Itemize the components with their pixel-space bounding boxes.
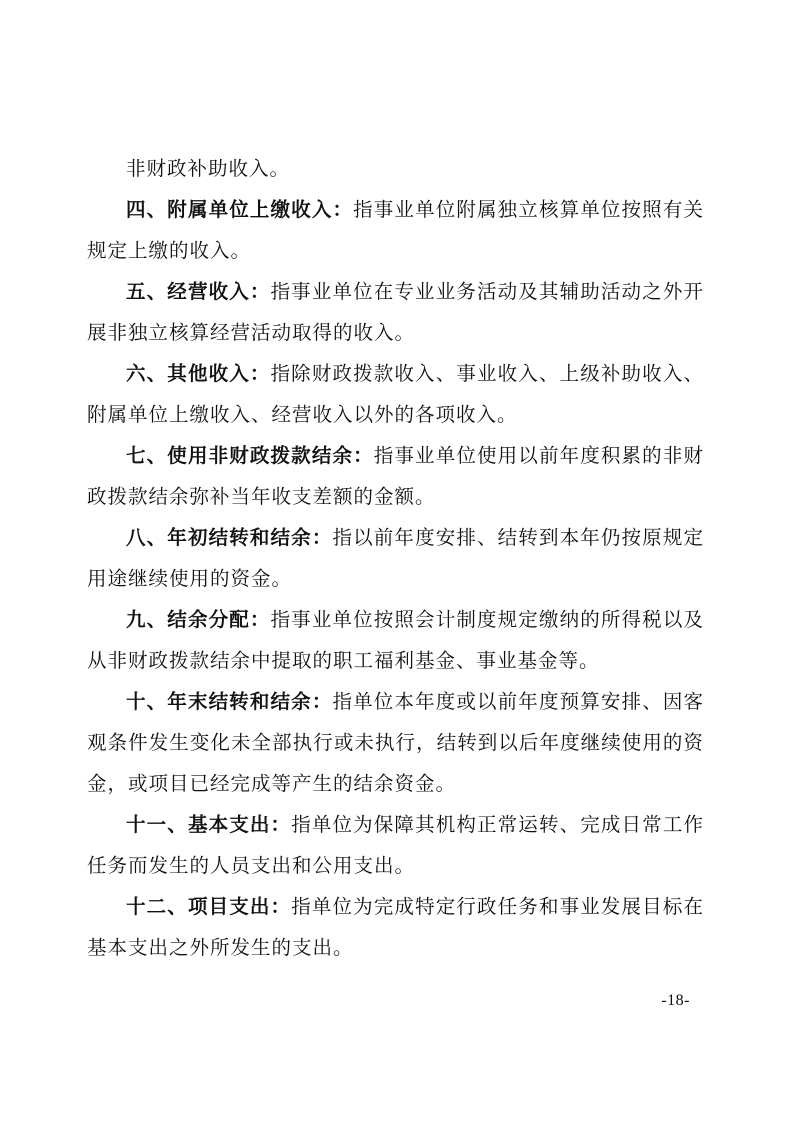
definition-paragraph <box>87 271 704 353</box>
definition-paragraph <box>87 189 704 271</box>
definition-term: 八、年初结转和结余： <box>126 526 333 549</box>
definition-term: 七、使用非财政拨款结余： <box>126 444 374 467</box>
definition-paragraph <box>87 599 704 681</box>
page-number: -18- <box>661 992 690 1009</box>
document-body <box>87 148 704 968</box>
definition-term: 四、附属单位上缴收入： <box>126 198 354 221</box>
definition-text: 指单位为保障其机构正常运转、完成日常工作任务而发生的人员支出和公用支出。 <box>87 813 704 877</box>
definition-paragraph <box>87 681 704 804</box>
definition-term: 六、其他收入： <box>126 362 271 385</box>
definition-paragraph <box>87 517 704 599</box>
definition-text: 指除财政拨款收入、事业收入、上级补助收入、附属单位上缴收入、经营收入以外的各项收入。 <box>87 362 704 426</box>
definition-text: 指以前年度安排、结转到本年仍按原规定用途继续使用的资金。 <box>87 526 704 590</box>
continuation-text: 非财政补助收入。 <box>126 157 291 180</box>
definition-paragraph <box>87 886 704 968</box>
definition-text: 指事业单位附属独立核算单位按照有关规定上缴的收入。 <box>87 198 704 262</box>
definition-paragraph <box>87 804 704 886</box>
definition-text: 指单位为完成特定行政任务和事业发展目标在基本支出之外所发生的支出。 <box>87 895 704 959</box>
continuation-line <box>87 148 704 189</box>
definition-term: 十、年末结转和结余： <box>126 690 333 713</box>
definition-text: 指事业单位使用以前年度积累的非财政拨款结余弥补当年收支差额的金额。 <box>87 444 704 508</box>
definition-term: 五、经营收入： <box>126 280 271 303</box>
definition-text: 指事业单位按照会计制度规定缴纳的所得税以及从非财政拨款结余中提取的职工福利基金、事业基金等。 <box>87 608 704 672</box>
definition-text: 指事业单位在专业业务活动及其辅助活动之外开展非独立核算经营活动取得的收入。 <box>87 280 704 344</box>
definition-term: 九、结余分配： <box>126 608 271 631</box>
definition-term: 十二、项目支出： <box>126 895 292 918</box>
definition-paragraph <box>87 435 704 517</box>
definition-term: 十一、基本支出： <box>126 813 292 836</box>
definition-paragraph <box>87 353 704 435</box>
definition-text: 指单位本年度或以前年度预算安排、因客观条件发生变化未全部执行或未执行，结转到以后年度继续使用的资金，或项目已经完成等产生的结余资金。 <box>87 690 704 795</box>
